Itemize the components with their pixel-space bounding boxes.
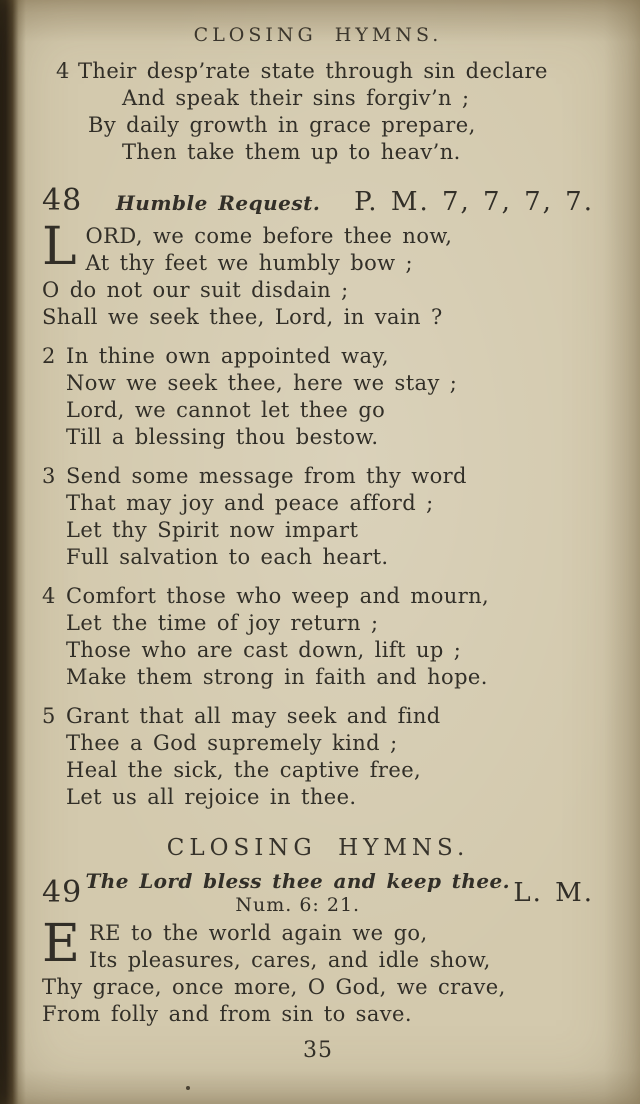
- section-header: CLOSING HYMNS.: [166, 835, 470, 861]
- verse-number: 4: [42, 584, 56, 608]
- hymn-48-verse-3: [42, 463, 594, 571]
- verse-line: Make them strong in faith and hope.: [66, 665, 488, 689]
- verse-line-text: Their desp’rate state through sin declare: [78, 59, 548, 83]
- verse-line: Till a blessing thou bestow.: [66, 425, 379, 449]
- hymn-48-verse-4: [42, 583, 594, 691]
- verse-line: Thee a God supremely kind ;: [66, 731, 398, 755]
- hymn-meter: L. M.: [513, 877, 594, 908]
- page-number: 35: [303, 1038, 333, 1063]
- verse-line: By daily growth in grace prepare,: [88, 113, 476, 137]
- hymn-number: 48: [42, 183, 83, 218]
- verse-line-text: In thine own appointed way,: [66, 344, 389, 368]
- running-header: CLOSING HYMNS.: [193, 24, 443, 46]
- verse-line: RE to the world again we go,: [88, 921, 428, 945]
- hymn-title: Humble Request.: [115, 191, 321, 215]
- ink-speck: [186, 1086, 190, 1090]
- verse-line: Let us all rejoice in thee.: [66, 785, 357, 809]
- verse-line: And speak their sins forgiv’n ;: [122, 86, 470, 110]
- hymn-title-block: [82, 869, 513, 916]
- verse-line: [42, 343, 594, 370]
- hymn-49-verse-1: [42, 914, 594, 1028]
- verse-number: 2: [42, 344, 56, 368]
- verse-line: From folly and from sin to save.: [42, 1002, 412, 1026]
- hymn-48-verse-1: [42, 217, 594, 331]
- verse-line: That may joy and peace afford ;: [66, 491, 434, 515]
- hymn-48-verse-5: [42, 703, 594, 811]
- verse-line: At thy feet we humbly bow ;: [85, 251, 414, 275]
- verse-number: 4: [56, 59, 70, 83]
- verse-line: Thy grace, once more, O God, we crave,: [42, 975, 506, 999]
- verse-line: [42, 703, 594, 730]
- verse-number: 3: [42, 464, 56, 488]
- verse-line: ORD, we come before thee now,: [85, 224, 453, 248]
- hymn-meter: P. M. 7, 7, 7, 7.: [354, 187, 594, 217]
- verse-line-text: Comfort those who weep and mourn,: [66, 584, 490, 608]
- verse-line: Lord, we cannot let thee go: [66, 398, 386, 422]
- verse-line: Heal the sick, the captive free,: [66, 758, 422, 782]
- verse-line-text: Grant that all may seek and find: [66, 704, 441, 728]
- drop-cap-initial: E: [42, 914, 80, 974]
- verse-line: Shall we seek thee, Lord, in vain ?: [42, 305, 443, 329]
- verse-line: Let thy Spirit now impart: [66, 518, 359, 542]
- scripture-reference: Num. 6: 21.: [235, 894, 361, 916]
- verse-line: Those who are cast down, lift up ;: [66, 638, 462, 662]
- verse-line: Let the time of joy return ;: [66, 611, 379, 635]
- verse-line: O do not our suit disdain ;: [42, 278, 349, 302]
- hymn-49-header: [42, 869, 594, 916]
- hymn-48-header: [42, 183, 594, 218]
- hymn-title: The Lord bless thee and keep thee.: [85, 869, 510, 893]
- verse-line: Full salvation to each heart.: [66, 545, 389, 569]
- verse-continuation: [56, 58, 594, 166]
- verse-line: [42, 463, 594, 490]
- verse-line: [56, 58, 594, 85]
- drop-cap-initial: L: [42, 217, 77, 277]
- verse-line: Then take them up to heav’n.: [122, 140, 461, 164]
- verse-line: Now we seek thee, here we stay ;: [66, 371, 458, 395]
- hymn-number: 49: [42, 874, 83, 910]
- verse-line: Its pleasures, cares, and idle show,: [88, 948, 491, 972]
- verse-line: [42, 583, 594, 610]
- hymn-48-verse-2: [42, 343, 594, 451]
- verse-line-text: Send some message from thy word: [66, 464, 467, 488]
- verse-number: 5: [42, 704, 56, 728]
